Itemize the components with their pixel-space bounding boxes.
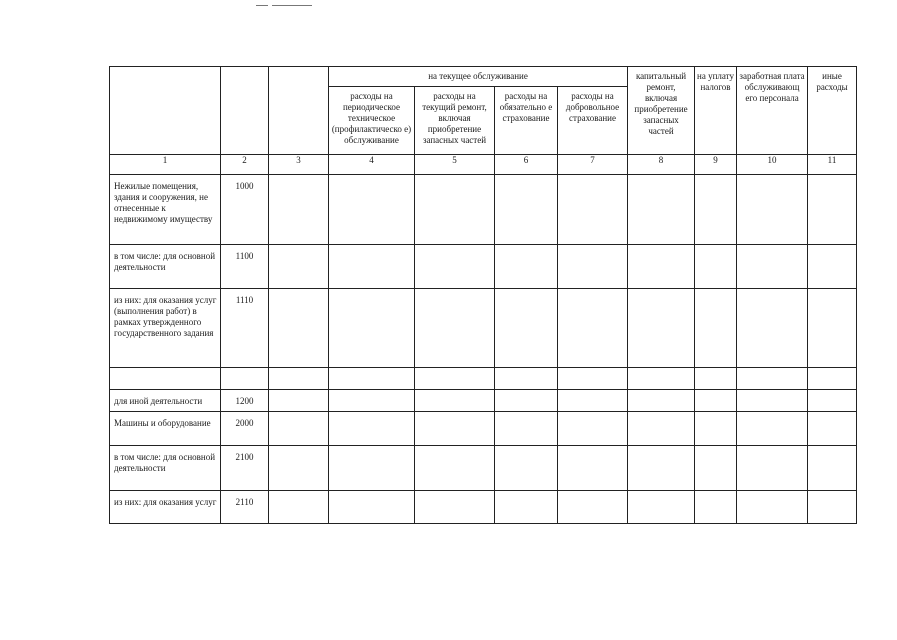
header-col-6: расходы на обязательно е страхование (495, 87, 558, 155)
row-code: 2110 (221, 491, 269, 524)
data-cell (269, 368, 329, 390)
row-code: 1110 (221, 289, 269, 368)
data-cell (329, 446, 415, 491)
data-cell (495, 245, 558, 289)
table-row (110, 446, 857, 491)
data-cell (808, 289, 857, 368)
data-cell (329, 390, 415, 412)
row-label: Нежилые помещения, здания и сооружения, не отнесенные к недвижимому имуществу (110, 175, 221, 245)
data-cell (628, 390, 695, 412)
data-cell (415, 175, 495, 245)
header-col-11: иные расходы (808, 67, 857, 155)
column-number: 5 (415, 155, 495, 175)
data-cell (737, 245, 808, 289)
data-cell (628, 175, 695, 245)
column-number: 10 (737, 155, 808, 175)
data-cell (628, 245, 695, 289)
header-col-10: заработная плата обслуживающ его персонала (737, 67, 808, 155)
column-number-row (110, 155, 857, 175)
data-cell (737, 491, 808, 524)
data-cell (269, 175, 329, 245)
data-cell (695, 446, 737, 491)
data-cell (628, 412, 695, 446)
data-cell (495, 289, 558, 368)
header-group-current-service: на текущее обслуживание (329, 67, 628, 87)
column-number: 7 (558, 155, 628, 175)
data-cell (415, 368, 495, 390)
row-code: 2100 (221, 446, 269, 491)
data-cell (329, 491, 415, 524)
data-cell (737, 390, 808, 412)
header-col-1 (110, 67, 221, 155)
data-cell (415, 245, 495, 289)
data-cell (695, 289, 737, 368)
row-code: 2000 (221, 412, 269, 446)
data-cell (329, 412, 415, 446)
row-label (110, 368, 221, 390)
data-cell (329, 175, 415, 245)
data-cell (495, 491, 558, 524)
data-cell (495, 412, 558, 446)
data-cell (495, 175, 558, 245)
data-cell (695, 491, 737, 524)
data-cell (558, 390, 628, 412)
data-cell (695, 245, 737, 289)
data-cell (269, 289, 329, 368)
table-row (110, 245, 857, 289)
row-label: из них: для оказания услуг (110, 491, 221, 524)
data-cell (808, 491, 857, 524)
data-cell (695, 412, 737, 446)
data-cell (329, 368, 415, 390)
data-cell (558, 289, 628, 368)
data-cell (329, 245, 415, 289)
row-label: в том числе: для основной деятельности (110, 245, 221, 289)
table-row (110, 368, 857, 390)
data-cell (415, 289, 495, 368)
row-code: 1100 (221, 245, 269, 289)
data-cell (558, 446, 628, 491)
header-col-2 (221, 67, 269, 155)
data-cell (269, 412, 329, 446)
table-row (110, 289, 857, 368)
column-number: 3 (269, 155, 329, 175)
data-cell (558, 491, 628, 524)
data-cell (628, 491, 695, 524)
data-cell (737, 289, 808, 368)
data-cell (737, 175, 808, 245)
row-label: Машины и оборудование (110, 412, 221, 446)
table-row (110, 390, 857, 412)
data-cell (808, 412, 857, 446)
column-number: 6 (495, 155, 558, 175)
data-cell (415, 390, 495, 412)
data-cell (415, 491, 495, 524)
header-col-8: капитальный ремонт, включая приобретение запасных частей (628, 67, 695, 155)
data-cell (808, 175, 857, 245)
data-cell (628, 368, 695, 390)
data-cell (415, 412, 495, 446)
table-row (110, 491, 857, 524)
row-label: в том числе: для основной деятельности (110, 446, 221, 491)
row-code: 1000 (221, 175, 269, 245)
header-col-4: расходы на периодическое техническое (профилактическо е) обслуживание (329, 87, 415, 155)
data-cell (329, 289, 415, 368)
data-cell (558, 175, 628, 245)
data-cell (269, 390, 329, 412)
row-code (221, 368, 269, 390)
row-label: для иной деятельности (110, 390, 221, 412)
column-number: 1 (110, 155, 221, 175)
column-number: 8 (628, 155, 695, 175)
data-cell (737, 446, 808, 491)
data-cell (695, 175, 737, 245)
data-cell (495, 446, 558, 491)
header-col-3 (269, 67, 329, 155)
data-cell (269, 491, 329, 524)
column-number: 11 (808, 155, 857, 175)
table-row (110, 412, 857, 446)
data-cell (695, 390, 737, 412)
column-number: 4 (329, 155, 415, 175)
header-row-1 (110, 67, 857, 87)
data-cell (558, 368, 628, 390)
data-cell (495, 390, 558, 412)
data-cell (737, 412, 808, 446)
column-number: 2 (221, 155, 269, 175)
data-cell (808, 390, 857, 412)
data-cell (808, 245, 857, 289)
data-cell (808, 446, 857, 491)
expense-table (109, 66, 857, 524)
data-cell (269, 446, 329, 491)
table-row (110, 175, 857, 245)
data-cell (558, 412, 628, 446)
row-code: 1200 (221, 390, 269, 412)
data-cell (695, 368, 737, 390)
data-cell (628, 289, 695, 368)
data-cell (495, 368, 558, 390)
data-cell (808, 368, 857, 390)
header-col-9: на уплату налогов (695, 67, 737, 155)
page-top-mark (256, 5, 312, 7)
header-col-7: расходы на добровольное страхование (558, 87, 628, 155)
header-col-5: расходы на текущий ремонт, включая приобретение запасных частей (415, 87, 495, 155)
data-cell (737, 368, 808, 390)
row-label: из них: для оказания услуг (выполнения работ) в рамках утвержденного государственного задания (110, 289, 221, 368)
column-number: 9 (695, 155, 737, 175)
data-cell (269, 245, 329, 289)
data-cell (415, 446, 495, 491)
data-cell (558, 245, 628, 289)
data-cell (628, 446, 695, 491)
